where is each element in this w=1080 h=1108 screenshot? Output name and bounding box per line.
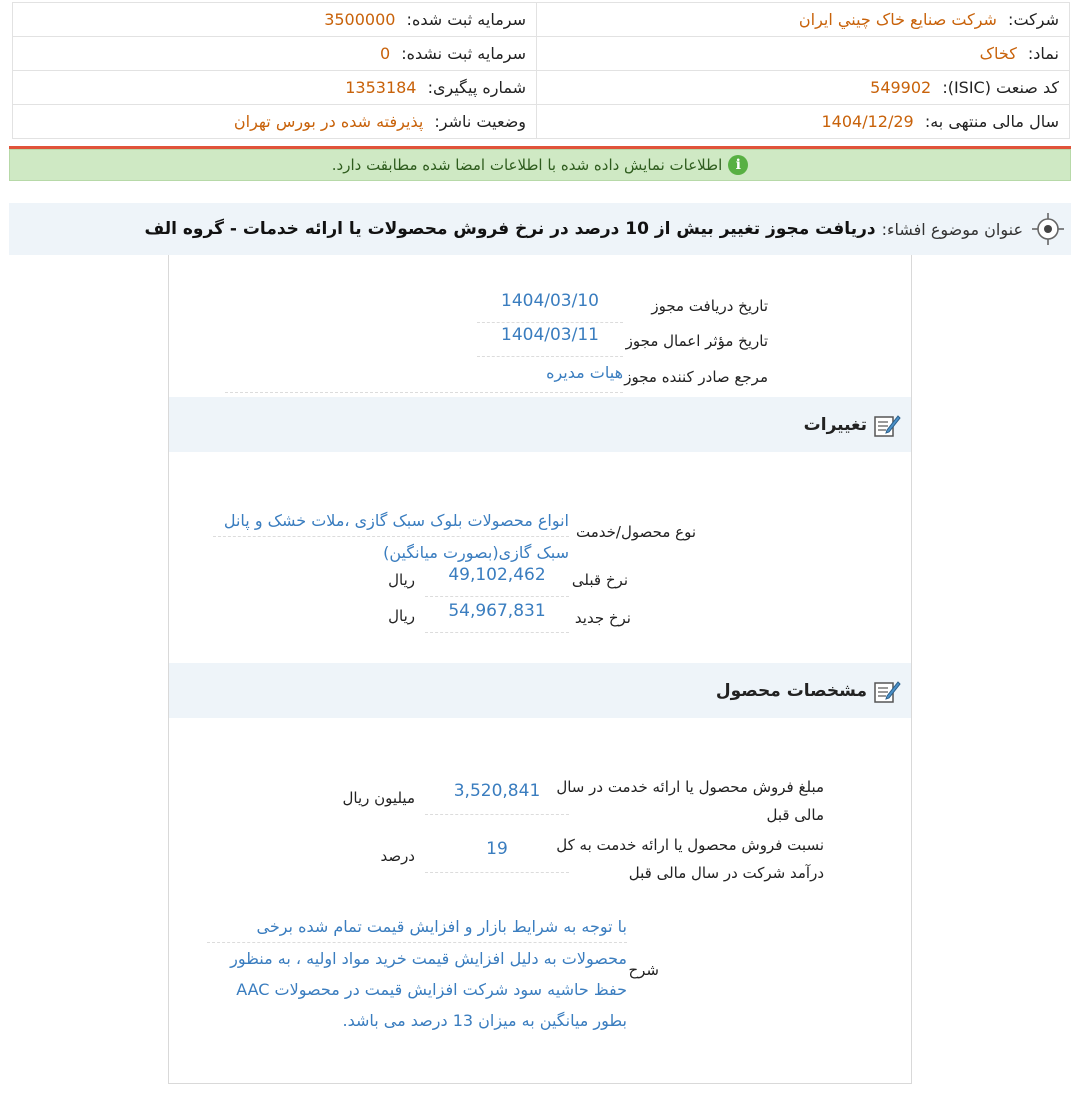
ratio-label-line: نسبت فروش محصول یا ارائه خدمت به کل [556,836,824,854]
disclosure-subject [9,203,1071,255]
receive-date-label: تاریخ دریافت مجوز [651,297,768,315]
symbol-label: نماد: [1027,44,1059,63]
effective-date-value: 1404/03/11 [477,325,623,357]
fiscal-label: سال مالی منتهی به: [924,112,1059,131]
changes-title: تغییرات [803,414,867,435]
new-rate-unit: ریال [388,607,415,625]
tracking-value: 1353184 [345,78,417,97]
sales-value: 3,520,841 [425,781,569,815]
changes-section-header [169,397,911,452]
disclosure-panel [168,255,912,1084]
ratio-label-line: درآمد شرکت در سال مالی قبل [628,864,824,882]
notice-text: اطلاعات نمایش داده شده با اطلاعات امضا شده مطابقت دارد. [331,156,723,174]
product-type-value [213,505,569,568]
issuer-label: مرجع صادر کننده مجوز [624,368,768,386]
sales-unit: میلیون ریال [342,789,415,807]
tracking-cell [13,71,537,105]
symbol-value: کخاک [979,44,1017,63]
info-row [13,37,1070,71]
sales-label-line: مبلغ فروش محصول یا ارائه خدمت در سال [556,778,824,796]
desc-line: محصولات به دلیل افزایش قیمت خرید مواد اولیه ، به منظور [230,949,627,968]
product-title: مشخصات محصول [715,680,867,701]
capital-registered-value: 3500000 [324,10,396,29]
company-info-table [12,2,1070,139]
effective-date-label: تاریخ مؤثر اعمال مجوز [625,332,768,350]
company-value: شرکت صنایع خاک چيني ايران [798,10,997,29]
status-value: پذیرفته شده در بورس تهران [233,112,424,131]
ratio-unit: درصد [380,847,415,865]
issuer-value-wrap [225,363,623,393]
info-row [13,71,1070,105]
company-label: شرکت: [1008,10,1059,29]
capital-unregistered-label: سرمایه ثبت نشده: [401,44,526,63]
isic-cell [537,71,1070,105]
product-type-line: سبک گازی(بصورت میانگین) [383,543,569,562]
sales-label [556,773,824,829]
ratio-value: 19 [425,839,569,873]
desc-line: با توجه به شرایط بازار و افزایش قیمت تمام شده برخی [207,911,627,943]
desc-line: حفظ حاشیه سود شرکت افزایش قیمت در محصولات AAC [236,980,627,999]
issuer-value: هیات مدیره [546,363,623,382]
prev-rate-unit: ریال [388,571,415,589]
fiscal-cell [537,105,1070,139]
ratio-label [556,831,824,887]
sales-label-line: مالی قبل [766,806,824,824]
prev-rate-label: نرخ قبلی [571,571,628,589]
fiscal-value: 1404/12/29 [821,112,914,131]
subject-value: دریافت مجوز تغییر بیش از 10 درصد در نرخ فروش محصولات یا ارائه خدمات - گروه الف [144,219,876,239]
desc-label: شرح [628,961,659,979]
capital-unregistered-value: 0 [379,44,391,63]
company-cell [537,3,1070,37]
product-section-header [169,663,911,718]
target-icon [1031,212,1065,246]
isic-label: کد صنعت (ISIC): [942,78,1059,97]
status-label: وضعیت ناشر: [434,112,526,131]
edit-icon [873,412,901,438]
symbol-cell [537,37,1070,71]
prev-rate-value: 49,102,462 [425,565,569,597]
product-type-label: نوع محصول/خدمت [576,523,696,541]
subject-label: عنوان موضوع افشاء: [881,219,1023,239]
new-rate-value: 54,967,831 [425,601,569,633]
desc-line: بطور میانگین به میزان 13 درصد می باشد. [342,1011,627,1030]
info-icon: i [728,155,748,175]
receive-date-value: 1404/03/10 [477,291,623,323]
new-rate-label: نرخ جدید [574,609,631,627]
capital-unregistered-cell [13,37,537,71]
desc-value [207,911,627,1036]
capital-registered-cell [13,3,537,37]
tracking-label: شماره پیگیری: [427,78,526,97]
info-row [13,3,1070,37]
status-cell [13,105,537,139]
info-row [13,105,1070,139]
isic-value: 549902 [870,78,932,97]
capital-registered-label: سرمایه ثبت شده: [406,10,526,29]
verification-notice [9,149,1071,181]
edit-icon [873,678,901,704]
product-type-line: انواع محصولات بلوک سبک گازی ،ملات خشک و پانل [213,505,569,537]
